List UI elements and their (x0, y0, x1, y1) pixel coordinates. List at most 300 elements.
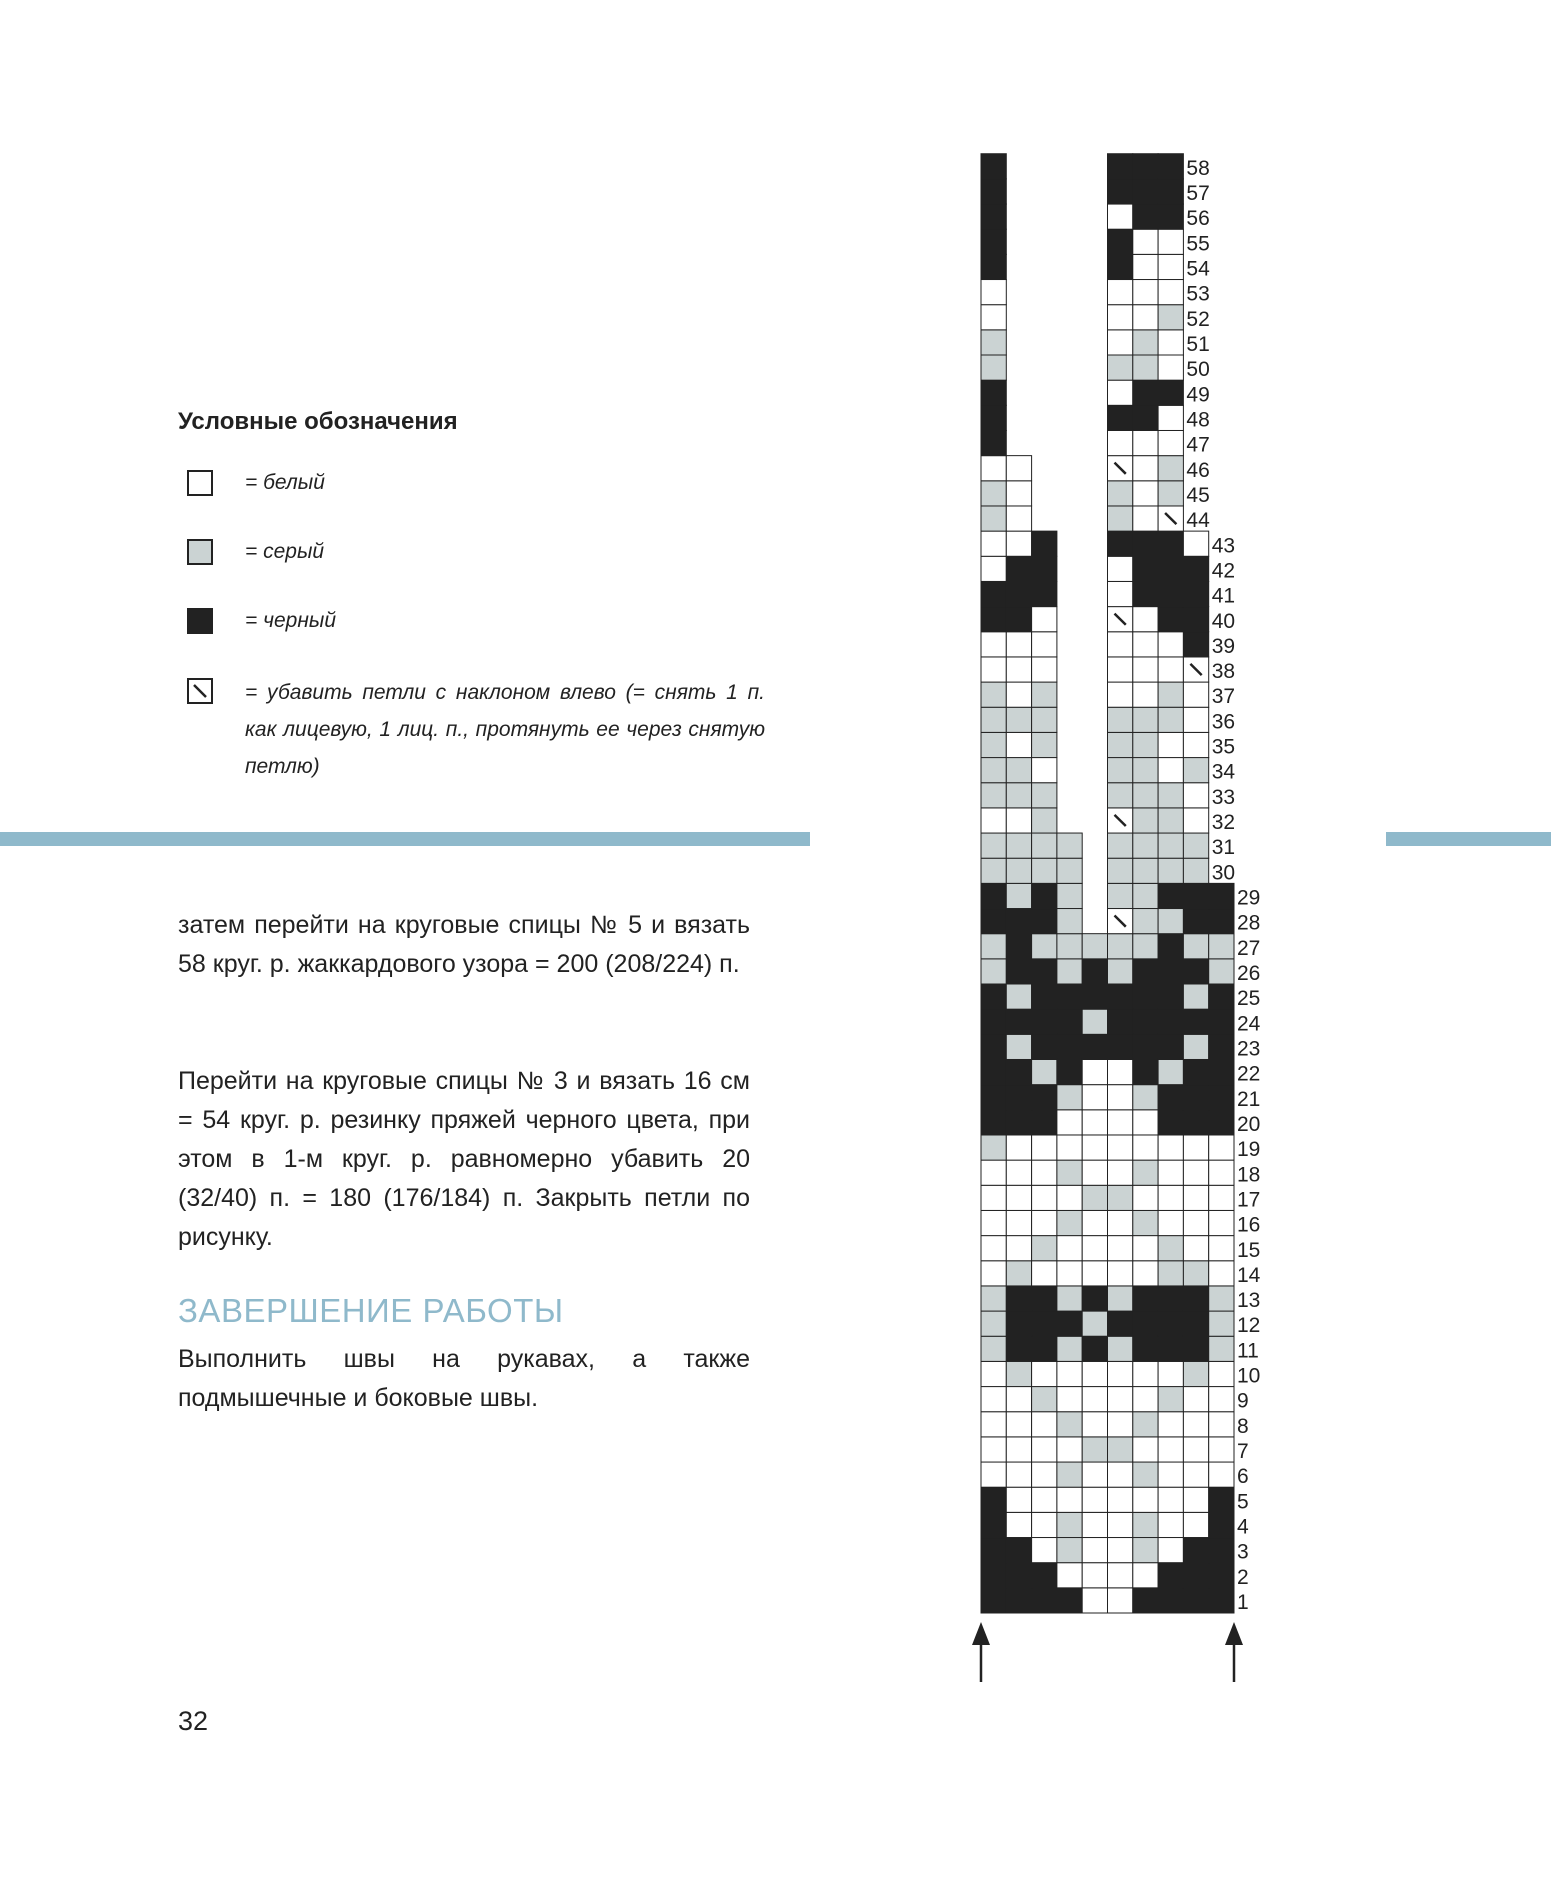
chart-cell (1183, 531, 1208, 556)
chart-cell (1006, 1110, 1031, 1135)
chart-cell (1133, 783, 1158, 808)
chart-cell (1183, 1085, 1208, 1110)
chart-cell (1209, 1563, 1234, 1588)
chart-cell (1108, 1110, 1133, 1135)
chart-cell (1158, 858, 1183, 883)
chart-cell (981, 858, 1006, 883)
chart-cell (981, 1185, 1006, 1210)
chart-cell (1183, 758, 1208, 783)
section-heading: ЗАВЕРШЕНИЕ РАБОТЫ (178, 1292, 564, 1329)
chart-cell (1133, 305, 1158, 330)
chart-cell (981, 632, 1006, 657)
chart-cell (1158, 1512, 1183, 1537)
row-number-label: 26 (1237, 962, 1261, 985)
chart-cell (1108, 254, 1133, 279)
chart-cell (1006, 808, 1031, 833)
chart-cell (1006, 1261, 1031, 1286)
chart-cell (981, 1387, 1006, 1412)
chart-cell (981, 833, 1006, 858)
chart-cell (1183, 1009, 1208, 1034)
chart-cell (1133, 632, 1158, 657)
chart-cell (1158, 607, 1183, 632)
row-number-label: 28 (1237, 911, 1261, 935)
chart-cell (1158, 1588, 1183, 1613)
chart-cell (1183, 1160, 1208, 1185)
chart-cell (1209, 1361, 1234, 1386)
chart-cell (981, 707, 1006, 732)
chart-cell (1183, 984, 1208, 1009)
chart-cell (1158, 909, 1183, 934)
chart-cell (1057, 959, 1082, 984)
chart-cell (1133, 909, 1158, 934)
chart-cell (1158, 1538, 1183, 1563)
chart-cell (1183, 934, 1208, 959)
chart-cell (981, 1311, 1006, 1336)
paragraph-2: Перейти на круговые спицы № 3 и вязать 16 см = 54 круг. р. резинку пряжей черного цвета, при этом в 1-м круг. р. равномерно убавить 20 (32/40) п. = 180 (176/184) п. Закрыть петли по рисунку. (178, 1067, 750, 1251)
chart-cell (1158, 1387, 1183, 1412)
chart-cell (1108, 1210, 1133, 1235)
chart-cell (1032, 1210, 1057, 1235)
chart-cell (981, 1059, 1006, 1084)
chart-cell (1108, 732, 1133, 757)
chart-cell (1158, 808, 1183, 833)
row-number-label: 24 (1237, 1012, 1261, 1036)
chart-cell (1057, 1034, 1082, 1059)
chart-cell (1158, 1236, 1183, 1261)
chart-cell (1108, 1311, 1133, 1336)
chart-cell (1032, 1387, 1057, 1412)
chart-cell (1133, 1538, 1158, 1563)
row-number-label: 10 (1237, 1364, 1261, 1388)
chart-cell (981, 1034, 1006, 1059)
legend-label-grey: = серый (245, 540, 325, 563)
chart-cell (981, 808, 1006, 833)
chart-cell (1108, 1487, 1133, 1512)
chart-cell (981, 909, 1006, 934)
chart-cell (1032, 632, 1057, 657)
chart-cell (1133, 531, 1158, 556)
row-number-label: 48 (1186, 408, 1210, 432)
chart-cell (1133, 581, 1158, 606)
chart-cell (1032, 1110, 1057, 1135)
chart-cell (981, 1135, 1006, 1160)
chart-cell (1006, 858, 1031, 883)
chart-cell (1006, 1286, 1031, 1311)
chart-cell (1082, 1563, 1107, 1588)
row-number-label: 19 (1237, 1138, 1261, 1162)
chart-cell (1032, 682, 1057, 707)
chart-cell (1006, 1185, 1031, 1210)
chart-cell (1108, 1462, 1133, 1487)
chart-cell (1057, 984, 1082, 1009)
row-number-label: 1 (1237, 1591, 1249, 1614)
chart-cell (1108, 1336, 1133, 1361)
chart-cell (1158, 355, 1183, 380)
chart-cell (1183, 1185, 1208, 1210)
chart-cell (1133, 1160, 1158, 1185)
chart-cell (981, 254, 1006, 279)
row-number-label: 23 (1237, 1037, 1261, 1061)
row-number-label: 29 (1237, 886, 1261, 910)
chart-cell (1209, 1412, 1234, 1437)
row-number-label: 8 (1237, 1414, 1249, 1438)
chart-cell (1158, 229, 1183, 254)
chart-cell (1057, 1160, 1082, 1185)
chart-cell (1108, 380, 1133, 405)
chart-cell (981, 405, 1006, 430)
row-number-label: 41 (1211, 584, 1236, 608)
chart-cell (1082, 1512, 1107, 1537)
chart-cell (1082, 1059, 1107, 1084)
chart-cell (981, 531, 1006, 556)
chart-cell (1057, 1512, 1082, 1537)
chart-cell (1057, 1336, 1082, 1361)
chart-cell (1158, 833, 1183, 858)
chart-cell (1183, 959, 1208, 984)
chart-cell (981, 758, 1006, 783)
chart-cell (1133, 1085, 1158, 1110)
chart-cell (1209, 1512, 1234, 1537)
chart-cell (1133, 430, 1158, 455)
chart-cell (1183, 883, 1208, 908)
chart-cell (1032, 858, 1057, 883)
chart-cell (1209, 1588, 1234, 1613)
chart-cell (1133, 1110, 1158, 1135)
chart-cell (1032, 1462, 1057, 1487)
chart-cell (1108, 1009, 1133, 1034)
chart-cell (1133, 883, 1158, 908)
chart-cell (1133, 1462, 1158, 1487)
chart-cell (981, 154, 1006, 179)
chart-cell (981, 305, 1006, 330)
chart-cell (1183, 1462, 1208, 1487)
row-number-label: 57 (1186, 182, 1210, 206)
row-number-label: 58 (1186, 156, 1210, 180)
chart-cell (1133, 1236, 1158, 1261)
chart-cell (1006, 833, 1031, 858)
chart-cell (1209, 1462, 1234, 1487)
chart-cell (1209, 1336, 1234, 1361)
page-number: 32 (178, 1706, 209, 1736)
chart-cell (981, 934, 1006, 959)
chart-cell (1133, 380, 1158, 405)
chart-cell (1032, 1009, 1057, 1034)
row-number-label: 27 (1237, 936, 1261, 960)
chart-cell (1108, 280, 1133, 305)
chart-cell (1057, 1563, 1082, 1588)
chart-cell (1158, 1135, 1183, 1160)
legend-label-white: = белый (245, 471, 325, 494)
chart-cell (1082, 1487, 1107, 1512)
chart-cell (1108, 632, 1133, 657)
chart-cell (1057, 858, 1082, 883)
chart-cell (1133, 1387, 1158, 1412)
chart-cell (1183, 1412, 1208, 1437)
chart-cell (1006, 1361, 1031, 1386)
chart-cell (1108, 1437, 1133, 1462)
chart-cell (1108, 1387, 1133, 1412)
chart-cell (1133, 732, 1158, 757)
chart-cell (1133, 1185, 1158, 1210)
chart-cell (1082, 1336, 1107, 1361)
chart-cell (1006, 758, 1031, 783)
chart-cell (1006, 1034, 1031, 1059)
chart-cell (1057, 833, 1082, 858)
chart-cell (1209, 1110, 1234, 1135)
row-number-label: 15 (1237, 1238, 1261, 1262)
row-number-label: 50 (1186, 358, 1210, 382)
chart-cell (981, 1462, 1006, 1487)
chart-cell (1158, 405, 1183, 430)
chart-cell (1057, 909, 1082, 934)
chart-cell (1006, 1487, 1031, 1512)
chart-cell (1158, 1563, 1183, 1588)
chart-cell (981, 1210, 1006, 1235)
chart-cell (1082, 1236, 1107, 1261)
row-number-label: 40 (1211, 609, 1236, 633)
row-number-label: 55 (1186, 232, 1210, 256)
chart-cell (1133, 1361, 1158, 1386)
chart-cell (981, 456, 1006, 481)
chart-cell (1032, 1236, 1057, 1261)
chart-cell (1158, 883, 1183, 908)
chart-cell (1082, 1009, 1107, 1034)
chart-cell (1158, 531, 1183, 556)
chart-cell (1183, 1387, 1208, 1412)
start-arrow-right-icon (1225, 1622, 1243, 1682)
chart-cell (1108, 506, 1133, 531)
chart-cell (1133, 405, 1158, 430)
chart-cell (1108, 1538, 1133, 1563)
chart-cell (1057, 1261, 1082, 1286)
chart-cell (1158, 1210, 1183, 1235)
chart-cell (981, 229, 1006, 254)
chart-cell (1032, 607, 1057, 632)
chart-cell (1108, 405, 1133, 430)
row-number-label: 2 (1237, 1565, 1249, 1589)
chart-cell (1082, 1311, 1107, 1336)
chart-cell (981, 430, 1006, 455)
chart-cell (1183, 581, 1208, 606)
chart-cell (1032, 657, 1057, 682)
row-number-label: 37 (1211, 685, 1236, 709)
row-number-label: 51 (1186, 333, 1210, 356)
chart-cell (1032, 1361, 1057, 1386)
chart-cell (1006, 1009, 1031, 1034)
chart-cell (1057, 1361, 1082, 1386)
legend-title: Условные обозначения (178, 408, 458, 435)
row-number-label: 39 (1211, 634, 1236, 658)
chart-cell (1183, 1437, 1208, 1462)
chart-cell (1006, 1588, 1031, 1613)
chart-cell (1209, 1236, 1234, 1261)
row-number-label: 9 (1237, 1389, 1249, 1413)
chart-cell (1032, 556, 1057, 581)
row-number-label: 33 (1211, 785, 1236, 809)
chart-cell (1108, 758, 1133, 783)
chart-cell (981, 1085, 1006, 1110)
chart-cell (1057, 934, 1082, 959)
row-number-label: 42 (1211, 559, 1236, 583)
row-number-label: 4 (1237, 1515, 1249, 1539)
chart-cell (1032, 1059, 1057, 1084)
chart-cell (1082, 1538, 1107, 1563)
chart-cell (981, 280, 1006, 305)
chart-cell (1082, 934, 1107, 959)
chart-cell (981, 330, 1006, 355)
chart-cell (1158, 581, 1183, 606)
chart-cell (1006, 1311, 1031, 1336)
row-number-label: 18 (1237, 1163, 1261, 1187)
chart-cell (1183, 1538, 1208, 1563)
row-number-label: 30 (1211, 861, 1236, 885)
chart-cell (1133, 657, 1158, 682)
chart-cell (1133, 1412, 1158, 1437)
chart-cell (1032, 732, 1057, 757)
chart-cell (1209, 1034, 1234, 1059)
chart-cell (1133, 1588, 1158, 1613)
chart-cell (981, 657, 1006, 682)
chart-cell (1006, 531, 1031, 556)
chart-cell (1032, 783, 1057, 808)
chart-cell (1032, 833, 1057, 858)
chart-cell (1183, 808, 1208, 833)
chart-cell (1158, 1437, 1183, 1462)
chart-cell (1158, 1185, 1183, 1210)
chart-cell (1108, 581, 1133, 606)
chart-cell (1183, 1512, 1208, 1537)
chart-cell (1057, 1462, 1082, 1487)
chart-cell (1108, 204, 1133, 229)
chart-cell (1006, 1336, 1031, 1361)
chart-cell (1158, 1110, 1183, 1135)
chart-cell (1183, 1361, 1208, 1386)
chart-cell (1108, 1261, 1133, 1286)
chart-cell (1006, 1387, 1031, 1412)
row-number-label: 38 (1211, 660, 1236, 684)
chart-cell (1032, 1412, 1057, 1437)
chart-cell (1082, 1261, 1107, 1286)
chart-cell (1133, 456, 1158, 481)
chart-cell (981, 355, 1006, 380)
chart-cell (1006, 909, 1031, 934)
chart-cell (1183, 1135, 1208, 1160)
chart-cell (1133, 1059, 1158, 1084)
row-number-label: 47 (1186, 433, 1210, 457)
chart-cell (1082, 1185, 1107, 1210)
row-number-label: 44 (1186, 509, 1210, 533)
chart-cell (1082, 1135, 1107, 1160)
chart-cell (1209, 1538, 1234, 1563)
chart-cell (1006, 1135, 1031, 1160)
chart-cell (1032, 1135, 1057, 1160)
row-number-label: 35 (1211, 735, 1236, 759)
row-number-label: 17 (1237, 1188, 1261, 1212)
chart-cell (1158, 1487, 1183, 1512)
chart-cell (1183, 783, 1208, 808)
chart-cell (1133, 1034, 1158, 1059)
chart-cell (1057, 1236, 1082, 1261)
chart-cell (1108, 707, 1133, 732)
chart-cell (1057, 1135, 1082, 1160)
chart-cell (1057, 1437, 1082, 1462)
chart-cell (1032, 1563, 1057, 1588)
chart-cell (1133, 154, 1158, 179)
row-number-label: 11 (1237, 1339, 1259, 1363)
chart-cell (1032, 531, 1057, 556)
chart-cell (1133, 481, 1158, 506)
chart-cell (1082, 959, 1107, 984)
chart-cell (1158, 732, 1183, 757)
chart-cell (1006, 984, 1031, 1009)
chart-cell (1158, 1412, 1183, 1437)
chart-cell (981, 1487, 1006, 1512)
chart-cell (1057, 1110, 1082, 1135)
chart-cell (1032, 1286, 1057, 1311)
chart-cell (1006, 1085, 1031, 1110)
chart-cell (1209, 959, 1234, 984)
chart-cell (1183, 732, 1208, 757)
chart-cell (1133, 1311, 1158, 1336)
chart-cell (1158, 1286, 1183, 1311)
chart-cell (981, 959, 1006, 984)
row-number-label: 43 (1211, 534, 1236, 558)
chart-cell (1032, 581, 1057, 606)
chart-cell (1183, 556, 1208, 581)
chart-cell (1183, 833, 1208, 858)
chart-cell (1158, 1160, 1183, 1185)
chart-cell (1082, 1361, 1107, 1386)
row-number-label: 22 (1237, 1062, 1261, 1086)
chart-cell (1133, 1487, 1158, 1512)
chart-cell (1133, 1261, 1158, 1286)
chart-cell (981, 1110, 1006, 1135)
chart-cell (1183, 909, 1208, 934)
chart-cell (1209, 909, 1234, 934)
chart-cell (1006, 732, 1031, 757)
chart-cell (1108, 229, 1133, 254)
row-number-label: 56 (1186, 207, 1210, 231)
chart-cell (1183, 858, 1208, 883)
chart-cell (1183, 607, 1208, 632)
chart-cell (981, 783, 1006, 808)
row-number-label: 13 (1237, 1289, 1261, 1313)
chart-cell (1133, 330, 1158, 355)
chart-cell (1183, 1059, 1208, 1084)
chart-cell (1057, 1487, 1082, 1512)
chart-cell (1183, 682, 1208, 707)
chart-cell (1108, 1059, 1133, 1084)
row-number-label: 7 (1237, 1440, 1249, 1464)
row-number-label: 53 (1186, 282, 1210, 306)
chart-cell (1158, 959, 1183, 984)
chart-cell (1006, 632, 1031, 657)
chart-cell (1108, 154, 1133, 179)
chart-cell (1108, 1512, 1133, 1537)
chart-cell (1032, 707, 1057, 732)
chart-cell (1158, 430, 1183, 455)
chart-cell (1158, 330, 1183, 355)
row-number-label: 20 (1237, 1112, 1261, 1136)
chart-cell (1006, 1412, 1031, 1437)
chart-cell (1133, 556, 1158, 581)
chart-cell (1158, 707, 1183, 732)
chart-cell (1133, 808, 1158, 833)
chart-cell (981, 380, 1006, 405)
chart-cell (1133, 179, 1158, 204)
chart-cell (1032, 1538, 1057, 1563)
chart-cell (1108, 1286, 1133, 1311)
